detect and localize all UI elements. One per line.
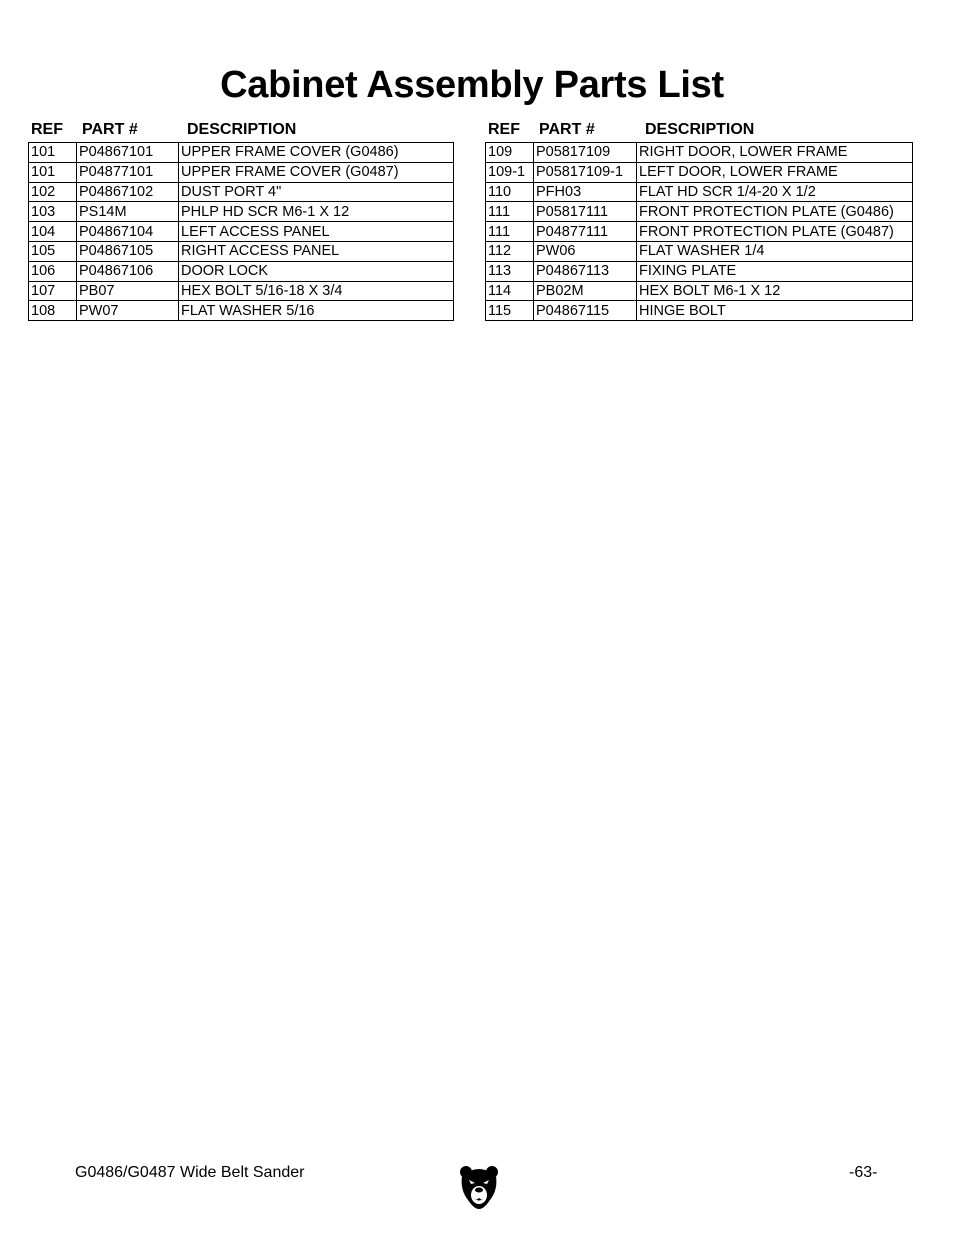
table-row xyxy=(486,143,913,163)
part-number-cell: P04867102 xyxy=(77,182,179,202)
part-number-cell: P05817109-1 xyxy=(534,162,637,182)
parts-table xyxy=(485,142,913,321)
ref-cell: 115 xyxy=(486,301,534,321)
table-row xyxy=(486,202,913,222)
description-cell: DUST PORT 4" xyxy=(179,182,454,202)
col-header-description: DESCRIPTION xyxy=(645,121,755,138)
ref-cell: 101 xyxy=(29,162,77,182)
col-header-part: PART # xyxy=(539,121,595,138)
ref-cell: 103 xyxy=(29,202,77,222)
col-header-part: PART # xyxy=(82,121,138,138)
part-number-cell: P04867101 xyxy=(77,143,179,163)
ref-cell: 104 xyxy=(29,222,77,242)
parts-table xyxy=(28,142,454,321)
description-cell: HINGE BOLT xyxy=(637,301,913,321)
table-row xyxy=(486,182,913,202)
table-row xyxy=(486,222,913,242)
description-cell: RIGHT DOOR, LOWER FRAME xyxy=(637,143,913,163)
footer-model: G0486/G0487 Wide Belt Sander xyxy=(75,1164,305,1181)
table-row xyxy=(29,241,454,261)
description-cell: FRONT PROTECTION PLATE (G0486) xyxy=(637,202,913,222)
ref-cell: 105 xyxy=(29,241,77,261)
description-cell: UPPER FRAME COVER (G0486) xyxy=(179,143,454,163)
ref-cell: 101 xyxy=(29,143,77,163)
parts-table-left xyxy=(28,118,457,321)
part-number-cell: PB02M xyxy=(534,281,637,301)
table-row xyxy=(486,261,913,281)
ref-cell: 110 xyxy=(486,182,534,202)
part-number-cell: P04867105 xyxy=(77,241,179,261)
description-cell: PHLP HD SCR M6-1 X 12 xyxy=(179,202,454,222)
part-number-cell: P04867106 xyxy=(77,261,179,281)
description-cell: FIXING PLATE xyxy=(637,261,913,281)
description-cell: FLAT HD SCR 1/4-20 X 1/2 xyxy=(637,182,913,202)
description-cell: UPPER FRAME COVER (G0487) xyxy=(179,162,454,182)
ref-cell: 111 xyxy=(486,202,534,222)
part-number-cell: PB07 xyxy=(77,281,179,301)
table-row xyxy=(29,182,454,202)
part-number-cell: P05817111 xyxy=(534,202,637,222)
part-number-cell: P04877101 xyxy=(77,162,179,182)
ref-cell: 107 xyxy=(29,281,77,301)
part-number-cell: PS14M xyxy=(77,202,179,222)
table-row xyxy=(29,261,454,281)
parts-table-right xyxy=(485,118,915,321)
table-row xyxy=(486,301,913,321)
ref-cell: 109 xyxy=(486,143,534,163)
table-row xyxy=(29,202,454,222)
part-number-cell: P05817109 xyxy=(534,143,637,163)
table-header xyxy=(485,118,915,142)
page-title: Cabinet Assembly Parts List xyxy=(220,64,724,106)
col-header-description: DESCRIPTION xyxy=(187,121,297,138)
col-header-ref: REF xyxy=(488,121,520,138)
table-row xyxy=(486,162,913,182)
col-header-ref: REF xyxy=(31,121,63,138)
ref-cell: 114 xyxy=(486,281,534,301)
description-cell: LEFT ACCESS PANEL xyxy=(179,222,454,242)
part-number-cell: P04867113 xyxy=(534,261,637,281)
ref-cell: 113 xyxy=(486,261,534,281)
ref-cell: 108 xyxy=(29,301,77,321)
table-row xyxy=(29,281,454,301)
ref-cell: 109-1 xyxy=(486,162,534,182)
table-header xyxy=(28,118,457,142)
part-number-cell: PW06 xyxy=(534,241,637,261)
ref-cell: 112 xyxy=(486,241,534,261)
description-cell: LEFT DOOR, LOWER FRAME xyxy=(637,162,913,182)
description-cell: RIGHT ACCESS PANEL xyxy=(179,241,454,261)
description-cell: HEX BOLT 5/16-18 X 3/4 xyxy=(179,281,454,301)
description-cell: FRONT PROTECTION PLATE (G0487) xyxy=(637,222,913,242)
page-number: -63- xyxy=(849,1164,878,1181)
bear-head-icon xyxy=(458,1164,500,1210)
ref-cell: 111 xyxy=(486,222,534,242)
part-number-cell: P04867104 xyxy=(77,222,179,242)
part-number-cell: PW07 xyxy=(77,301,179,321)
description-cell: HEX BOLT M6-1 X 12 xyxy=(637,281,913,301)
table-row xyxy=(29,162,454,182)
table-row xyxy=(29,222,454,242)
table-row xyxy=(29,143,454,163)
description-cell: DOOR LOCK xyxy=(179,261,454,281)
table-row xyxy=(486,241,913,261)
ref-cell: 102 xyxy=(29,182,77,202)
part-number-cell: P04877111 xyxy=(534,222,637,242)
part-number-cell: PFH03 xyxy=(534,182,637,202)
ref-cell: 106 xyxy=(29,261,77,281)
table-row xyxy=(29,301,454,321)
part-number-cell: P04867115 xyxy=(534,301,637,321)
description-cell: FLAT WASHER 5/16 xyxy=(179,301,454,321)
table-row xyxy=(486,281,913,301)
description-cell: FLAT WASHER 1/4 xyxy=(637,241,913,261)
